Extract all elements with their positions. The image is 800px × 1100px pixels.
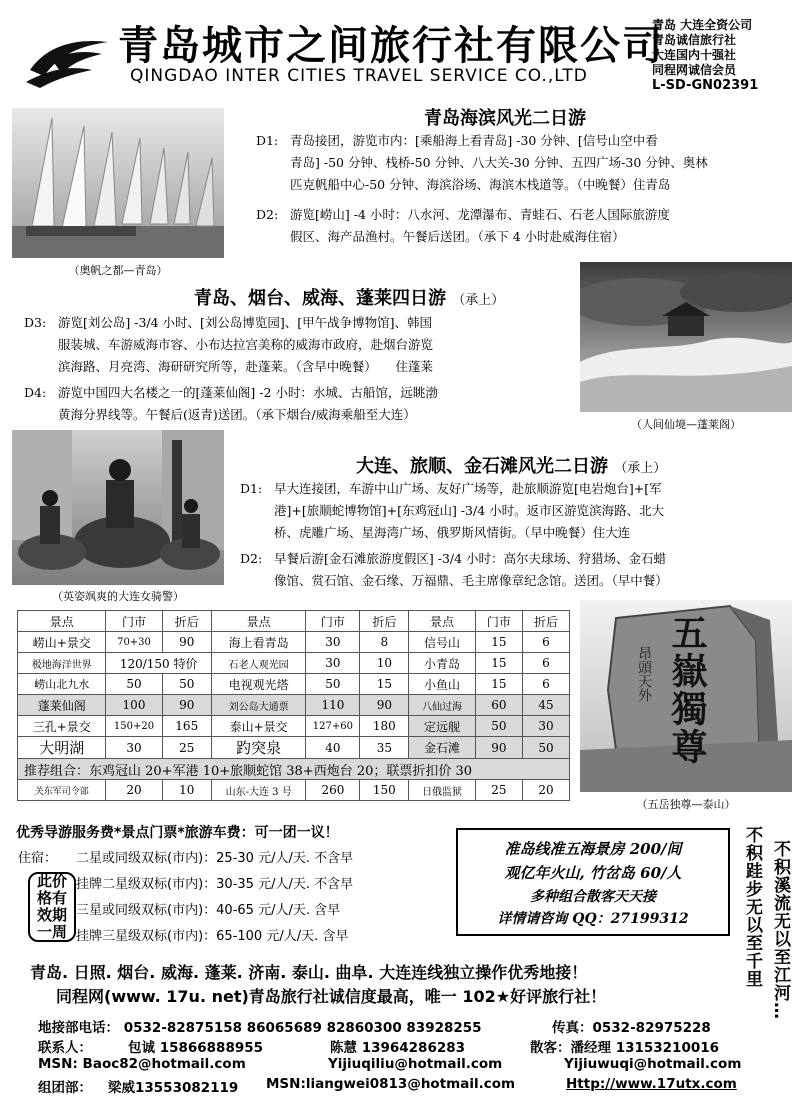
sailing-caption: （奥帆之都—青岛） [68, 264, 168, 277]
day-label: D1: [240, 481, 263, 496]
table-cell: 150 [360, 780, 409, 801]
contact-person-1: 包诚 15866888955 [128, 1040, 264, 1056]
tour1-day2 [256, 204, 796, 248]
accommodation-price: 40-65 元/人/天. 含早 [216, 903, 341, 918]
tour-title-qingdao: 青岛海滨风光二日游 [424, 108, 586, 129]
msn-contact-2: Yijiuqiliu@hotmail.com [328, 1056, 503, 1072]
day-line: 滨海路、月亮湾、海研研究所等，赴蓬莱。（含早中晚餐） 住蓬莱 [58, 359, 434, 374]
day-line: 像馆、赏石馆、金石缘、万福鼎、毛主席像章纪念馆。送团。（早中餐） [274, 573, 668, 588]
accommodation-item [76, 899, 340, 918]
taishan-photo [580, 600, 792, 792]
table-cell: 8 [360, 632, 409, 653]
day-label: D3: [24, 315, 47, 330]
table-cell: 25 [162, 737, 211, 759]
day-label: D1: [256, 133, 279, 148]
taishan-caption: （五岳独尊—泰山） [636, 798, 736, 811]
table-cell: 30 [306, 632, 360, 653]
table-cell: 关东军司令部 [18, 780, 106, 801]
table-row [18, 632, 570, 653]
day-line: 青岛接团，游览市内：[乘船海上看青岛] -30 分钟、[信号山空中看 [290, 133, 658, 148]
credential-line: 同程网诚信会员 [652, 63, 737, 77]
credential-line: 大连国内十强社 [652, 48, 737, 62]
day-line: 黄海分界线等。午餐后(返青)送团。（承下烟台/威海乘船至大连） [58, 407, 416, 422]
table-row [18, 695, 570, 716]
table-cell: 八仙过海 [409, 695, 476, 716]
table-cell: 三孔+景交 [18, 716, 106, 737]
day-line: 服装城、车游威海市容、小布达拉宫美称的威海市政府，赴烟台游览 [58, 337, 434, 352]
day-line: 游览中国四大名楼之一的[蓬莱仙阁] -2 小时：水城、古船馆，远眺渤 [58, 385, 438, 400]
mounted-police-image [12, 430, 224, 585]
rock-inscription-small: 昂頭天外 [636, 646, 652, 702]
promo-qq-label: 详情请咨询 QQ： [497, 911, 611, 927]
table-cell: 10 [360, 653, 409, 674]
tour-title-note: （承上） [614, 461, 667, 476]
police-caption: （英姿飒爽的大连女骑警） [52, 590, 184, 603]
table-cell: 15 [475, 632, 522, 653]
penglai-pavilion-image [580, 262, 792, 412]
sailboats-image [12, 108, 224, 258]
promo-box [456, 828, 730, 936]
contact-phone-row [38, 1016, 482, 1036]
table-header-cell: 景点 [211, 611, 305, 632]
header [0, 0, 800, 100]
table-cell: 泰山+景交 [211, 716, 305, 737]
table-cell: 50 [162, 674, 211, 695]
table-cell: 40 [306, 737, 360, 759]
table-cell: 15 [360, 674, 409, 695]
table-header-cell: 折后 [162, 611, 211, 632]
tour-title-shandong [194, 284, 504, 310]
tour-title-text: 大连、旅顺、金石滩风光二日游 [356, 456, 608, 477]
retail-contact: 潘经理 13153210016 [570, 1040, 720, 1056]
day-line: 桥、虎雕广场、星海湾广场、俄罗斯风情街。（早中晚餐）住大连 [274, 525, 631, 540]
table-cell: 10 [162, 780, 211, 801]
table-cell: 信号山 [409, 632, 476, 653]
table-cell: 150+20 [106, 716, 162, 737]
table-row [18, 653, 570, 674]
table-header-row [18, 611, 570, 632]
msn-contact-1: MSN: Baoc82@hotmail.com [38, 1056, 246, 1072]
group-dept-label: 组团部： [38, 1080, 92, 1096]
table-cell: 30 [306, 653, 360, 674]
tour2-day3 [24, 312, 574, 378]
promo-qq: 27199312 [610, 911, 689, 927]
promo-line: 多种组合散客天天接 [530, 889, 656, 905]
credential-line: 青岛诚信旅行社 [652, 33, 737, 47]
price-table [17, 610, 570, 801]
table-cell: 崂山+景交 [18, 632, 106, 653]
table-cell: 90 [162, 695, 211, 716]
company-name-en: QINGDAO INTER CITIES TRAVEL SERVICE CO.,LTD [130, 66, 588, 86]
group-dept-msn: MSN:liangwei0813@hotmail.com [266, 1076, 516, 1092]
group-dept-person: 梁威13553082119 [108, 1080, 239, 1096]
table-cell: 50 [475, 716, 522, 737]
contact-person-label: 联系人： [38, 1040, 92, 1056]
fax-number: 0532-82975228 [592, 1020, 711, 1036]
day-line: 匹克帆船中心-50 分钟、海滨浴场、海滨木栈道等。（中晚餐）住青岛 [290, 177, 671, 192]
tour-title-note: （承上） [452, 293, 505, 308]
reputation-banner: 同程网(www. 17u. net)青岛旅行社诚信度最高，唯一 102★好评旅行社！ [56, 987, 607, 1006]
day-line: 港]+[旅顺蛇博物馆]+[东鸡冠山] -3/4 小时。返市区游览滨海路、北大 [274, 503, 665, 518]
table-cell: 25 [475, 780, 522, 801]
table-cell: 极地海洋世界 [18, 653, 106, 674]
table-cell: 日俄监狱 [409, 780, 476, 801]
day-label: D2: [240, 551, 263, 566]
table-cell: 20 [106, 780, 162, 801]
services-headline: 优秀导游服务费*景点门票*旅游车费：可一团一议！ [16, 825, 339, 841]
contact-fax-row [552, 1016, 711, 1036]
accommodation-type: 三星或同级双标(市内)： [76, 903, 217, 918]
table-cell: 90 [360, 695, 409, 716]
day-line: 游览[崂山] -4 小时：八水河、龙潭瀑布、青蛙石、石老人国际旅游度 [290, 207, 670, 222]
table-cell: 50 [106, 674, 162, 695]
accommodation-price: 65-100 元/人/天. 含早 [216, 929, 349, 944]
day-line: 早大连接团，车游中山广场、友好广场等，赴旅顺游览[电岩炮台]+[军 [274, 481, 662, 496]
table-cell: 定远舰 [409, 716, 476, 737]
price-validity-stamp: 此价格有效期一周 [28, 872, 76, 942]
accommodation-item [76, 847, 353, 866]
table-cell: 35 [360, 737, 409, 759]
table-header-cell: 折后 [360, 611, 409, 632]
rock-inscription: 五嶽獨尊 [666, 614, 708, 766]
penglai-photo [580, 262, 792, 412]
table-cell: 165 [162, 716, 211, 737]
credential-code: L-SD-GN02391 [652, 78, 759, 93]
table-header-cell: 折后 [522, 611, 569, 632]
table-cell: 刘公岛大通票 [211, 695, 305, 716]
table-cell: 60 [475, 695, 522, 716]
table-cell: 90 [162, 632, 211, 653]
table-cell: 6 [522, 674, 569, 695]
day-line: 游览[刘公岛] -3/4 小时、[刘公岛博览园]、[甲午战争博物馆]、韩国 [58, 315, 433, 330]
company-credentials [652, 18, 758, 93]
service-banner: 青岛. 日照. 烟台. 威海. 蓬莱. 济南. 泰山. 曲阜. 大连连线独立操作优秀地接！ [30, 963, 588, 982]
accommodation-price: 30-35 元/人/天. 不含早 [216, 877, 354, 892]
table-cell: 45 [522, 695, 569, 716]
table-cell: 电视观光塔 [211, 674, 305, 695]
fax-label: 传真： [552, 1020, 593, 1036]
table-cell: 30 [522, 716, 569, 737]
table-cell: 100 [106, 695, 162, 716]
promo-line: 观亿年火山, 竹岔岛 60/人 [504, 864, 682, 882]
tour-title-dalian [356, 452, 666, 478]
table-cell: 180 [360, 716, 409, 737]
contact-person-2: 陈慧 13964286283 [330, 1040, 466, 1056]
table-cell: 15 [475, 674, 522, 695]
table-cell: 山东-大连 3 号 [211, 780, 305, 801]
table-cell: 大明湖 [18, 737, 106, 759]
table-row [18, 716, 570, 737]
table-row [18, 780, 570, 801]
table-cell: 海上看青岛 [211, 632, 305, 653]
table-cell: 6 [522, 632, 569, 653]
table-cell: 20 [522, 780, 569, 801]
table-cell: 70+30 [106, 632, 162, 653]
day-line: 假区、海产品渔村。午餐后送团。（承下 4 小时赴威海住宿） [290, 229, 625, 244]
day-label: D2: [256, 207, 279, 222]
retail-label: 散客： [530, 1040, 571, 1056]
credential-line: 青岛 大连全资公司 [652, 18, 753, 32]
tour3-day2 [240, 548, 796, 592]
table-row [18, 674, 570, 695]
website-link[interactable]: Http://www.17utx.com [566, 1076, 737, 1092]
proverb-left: 不积跬步无以至千里 [742, 826, 762, 988]
table-row [18, 737, 570, 759]
tour-title-text: 青岛、烟台、威海、蓬莱四日游 [194, 288, 446, 309]
sailing-photo [12, 108, 224, 258]
phone-label: 地接部电话： [38, 1020, 119, 1036]
accommodation-type: 二星或同级双标(市内)： [76, 851, 217, 866]
tour3-day1 [240, 478, 796, 544]
stay-label: 住宿： [18, 851, 58, 866]
day-line: 青岛] -50 分钟、栈桥-50 分钟、八大关-30 分钟、五四广场-30 分钟、奥林 [290, 155, 708, 170]
table-cell: 50 [306, 674, 360, 695]
table-cell: 127+60 [306, 716, 360, 737]
table-cell: 蓬莱仙阁 [18, 695, 106, 716]
table-cell: 90 [475, 737, 522, 759]
table-cell: 6 [522, 653, 569, 674]
table-cell: 金石滩 [409, 737, 476, 759]
day-label: D4: [24, 385, 47, 400]
promo-line: 准岛线准五海景房 200/间 [504, 840, 682, 858]
phone-numbers: 0532-82875158 86065689 82860300 83928255 [123, 1020, 482, 1036]
table-header-cell: 景点 [409, 611, 476, 632]
police-photo [12, 430, 224, 585]
table-header-cell: 门市 [475, 611, 522, 632]
accommodation-price: 25-30 元/人/天. 不含早 [216, 851, 354, 866]
tour1-day1 [256, 130, 796, 196]
accommodation-item [76, 925, 348, 944]
table-cell: 15 [475, 653, 522, 674]
table-cell: 50 [522, 737, 569, 759]
promo-line [458, 908, 728, 928]
table-cell: 260 [306, 780, 360, 801]
table-header-cell: 门市 [306, 611, 360, 632]
table-cell: 崂山北九水 [18, 674, 106, 695]
company-logo-icon [22, 20, 112, 90]
table-cell: 30 [106, 737, 162, 759]
table-cell: 趵突泉 [211, 737, 305, 759]
table-cell: 110 [306, 695, 360, 716]
combo-cell: 推荐组合：东鸡冠山 20+军港 10+旅顺蛇馆 38+西炮台 20；联票折扣价 30 [18, 759, 570, 780]
penglai-caption: （人间仙境—蓬莱阁） [631, 418, 741, 431]
table-cell: 小鱼山 [409, 674, 476, 695]
table-header-cell: 景点 [18, 611, 106, 632]
table-combo-row [18, 759, 570, 780]
table-cell: 120/150 特价 [106, 653, 212, 674]
msn-contact-3: Yijiuwuqi@hotmail.com [564, 1056, 742, 1072]
accommodation-type: 挂牌三星级双标(市内)： [76, 929, 217, 944]
tour2-day4 [24, 382, 574, 426]
accommodation-type: 挂牌二星级双标(市内)： [76, 877, 217, 892]
table-header-cell: 门市 [106, 611, 162, 632]
day-line: 早餐后游[金石滩旅游度假区] -3/4 小时：高尔夫球场、狩猎场、金石蜡 [274, 551, 667, 566]
table-cell: 石老人观光园 [211, 653, 305, 674]
proverb-right: 不积溪流无以至江河… [770, 840, 790, 1020]
table-cell: 小青岛 [409, 653, 476, 674]
accommodation-item [76, 873, 353, 892]
contact-retail [530, 1036, 719, 1056]
company-name-cn: 青岛城市之间旅行社有限公司 [118, 23, 664, 69]
